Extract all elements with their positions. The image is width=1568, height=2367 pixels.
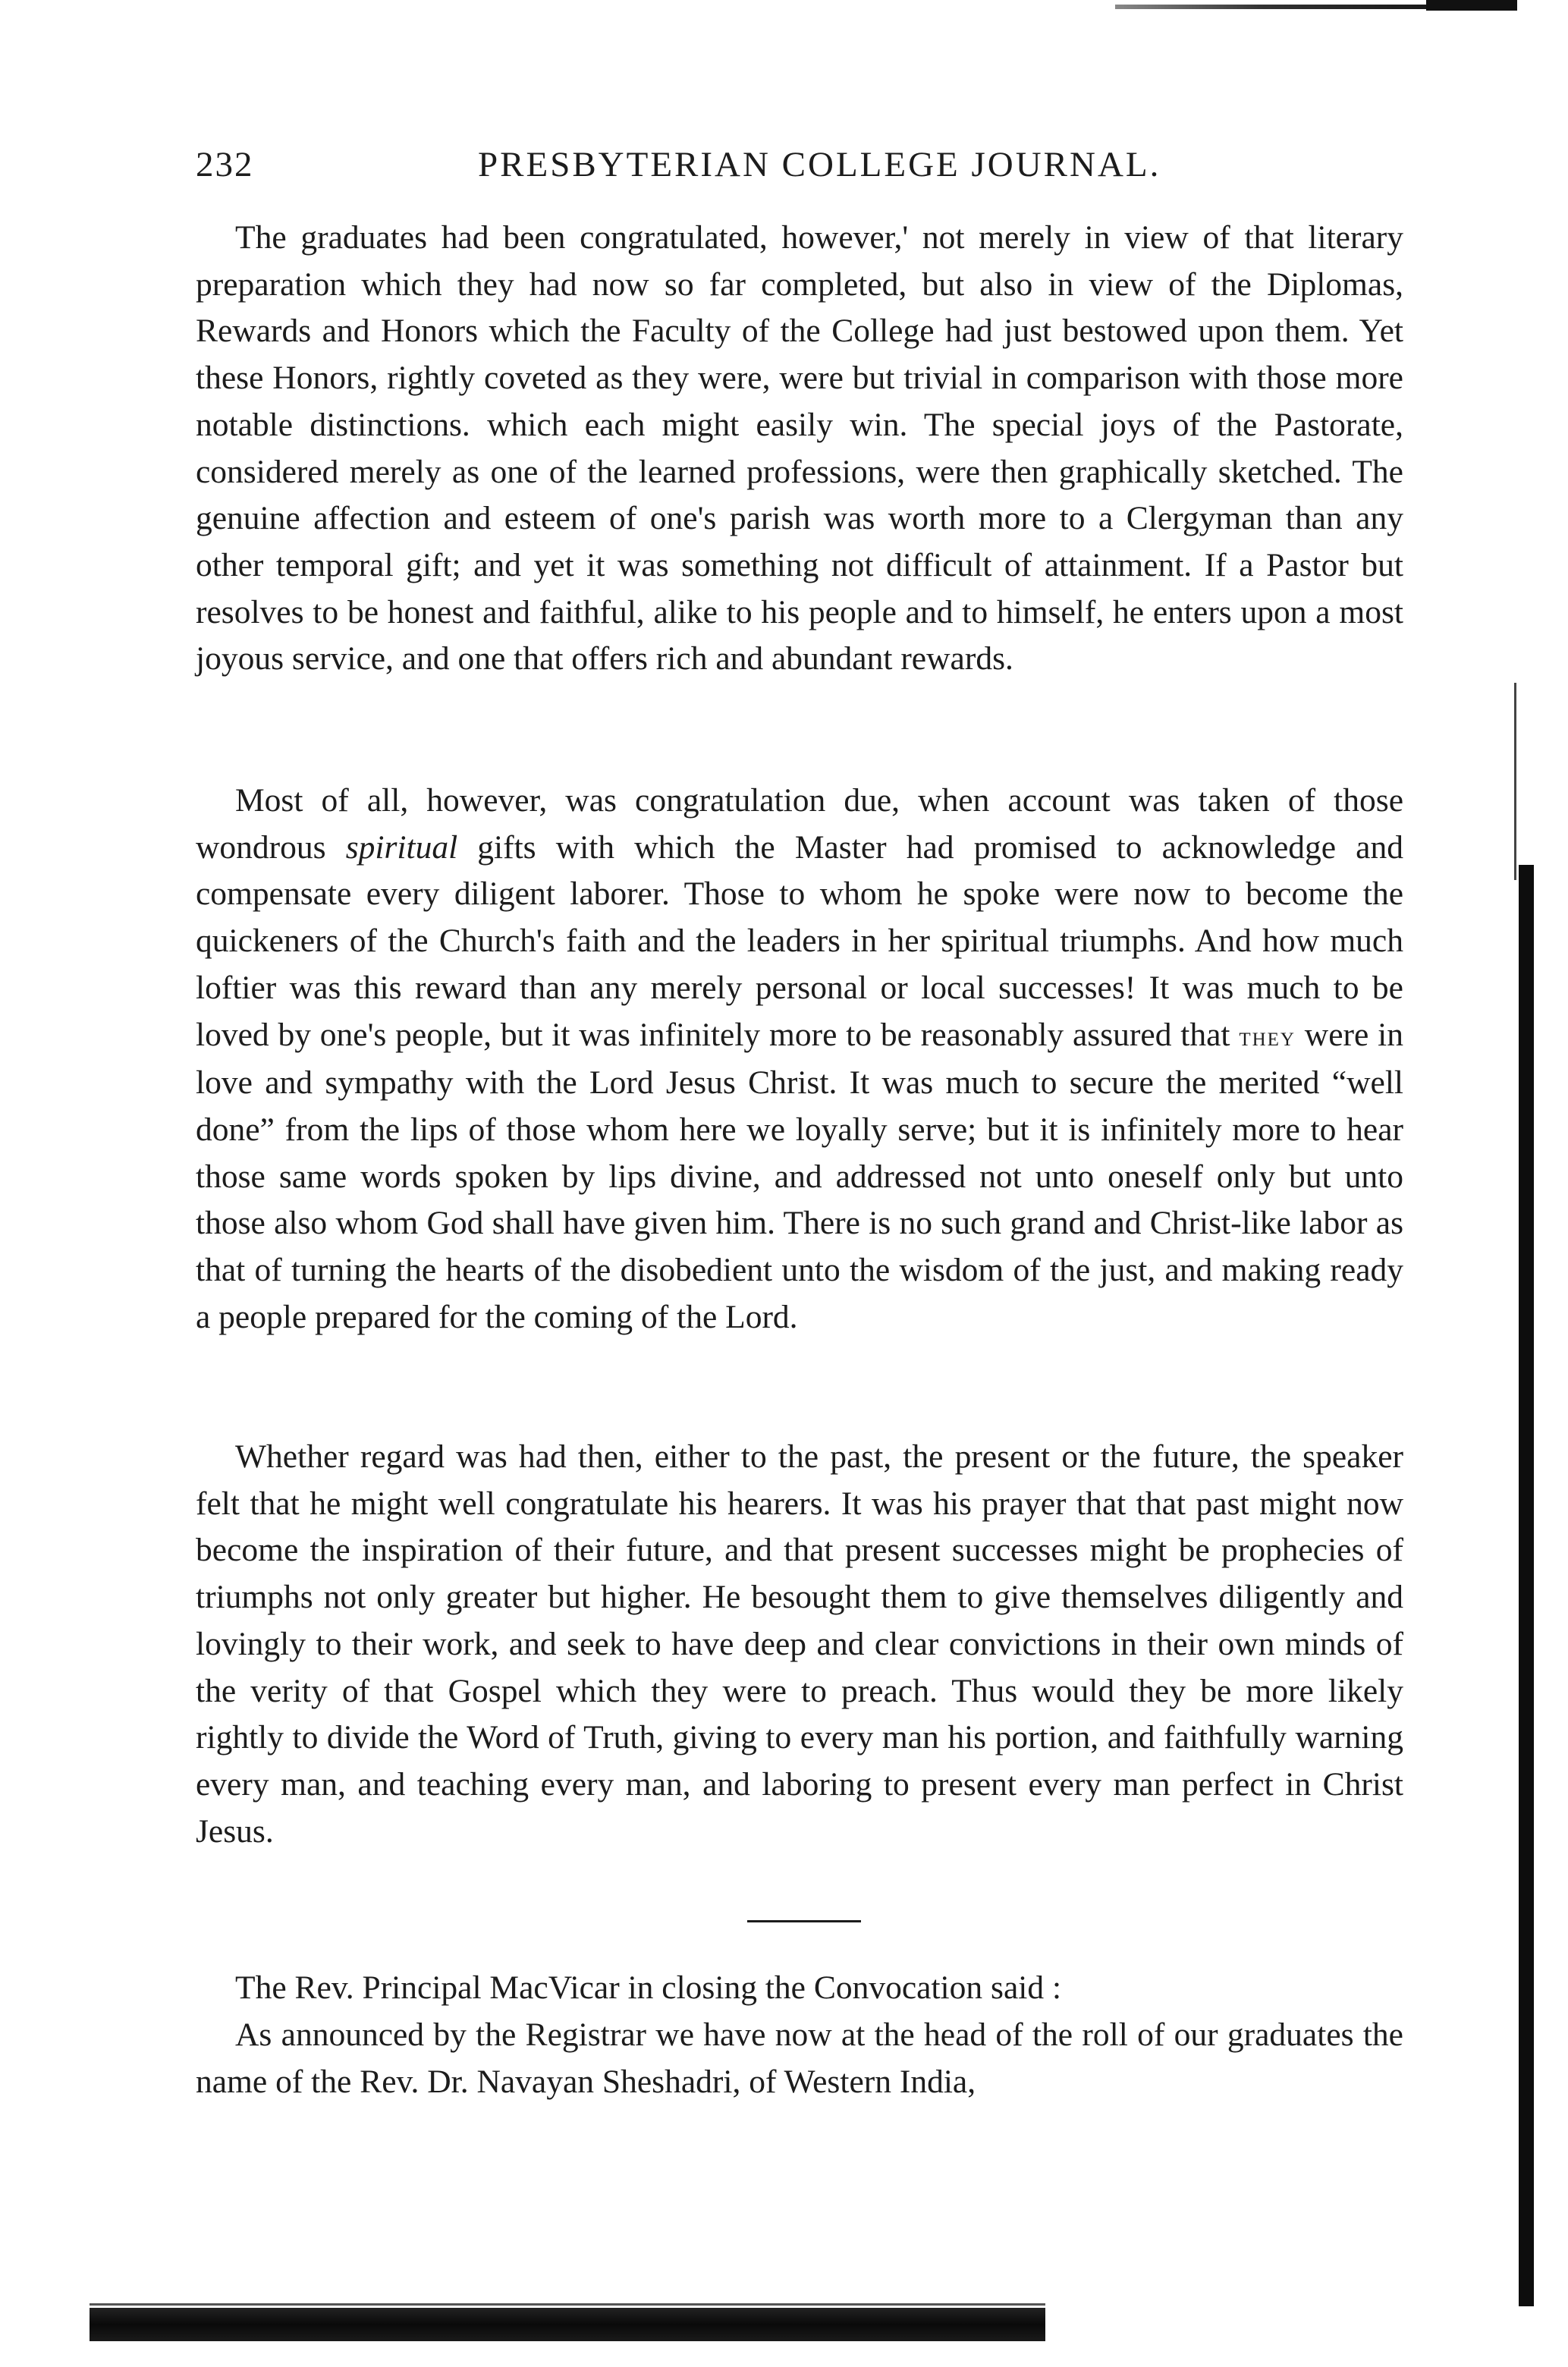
page-number: 232 xyxy=(196,145,254,184)
paragraph-graduates-congratulated: The graduates had been congratulated, however,' not merely in view of that literary preparation which they had now so far completed, but also in view of the Diplomas, Rewards and Honors which the Faculty of the College had just bestowed upon them. Yet these Honors, rightly coveted as they were, were but trivial in comparison with those more notable distinctions. which each might easily win. The special joys of the Pastorate, considered merely as one of the learned professions, were then graphically sketched. The genuine affection and esteem of one's parish was worth more to a Clergyman than any other temporal gift; and yet it was something not difficult of attainment. If a Pastor but resolves to be honest and faithful, alike to his people and to himself, he enters upon a most joyous service, and one that offers rich and abundant rewards. xyxy=(196,219,1403,677)
italic-word-spiritual: spiritual xyxy=(345,828,458,866)
scan-border-top xyxy=(1115,5,1479,9)
paragraph-spiritual-gifts xyxy=(196,778,1403,1341)
scan-border-right-thin xyxy=(1514,683,1516,880)
paragraph-spiritual-gifts-text-3: were in love and sympathy with the Lord Jesus Christ. It was much to secure the merited “well done” from the lips of those whom here we loyally serve; but it is infinitely more to hear those same words spoken by lips divine, and addressed not unto oneself only but unto those also whom God shall have given him. There is no such grand and Christ-like labor as that of turning the hearts of the disobedient unto the wisdom of the just, and making ready a people prepared for the coming of the Lord. xyxy=(196,1016,1403,1335)
paragraph-speaker-prayer: Whether regard was had then, either to the past, the present or the future, the speaker felt that he might well congratulate his hearers. It was his prayer that that past might now become the inspiration of their future, and that present successes might be prophecies of triumphs not only greater but higher. He besought them to give themselves diligently and lovingly to their work, and seek to have deep and clear convictions in their own minds of the verity of that Gospel which they were to preach. Thus would they be more likely rightly to divide the Word of Truth, giving to every man his portion, and faithfully warning every man, and teaching every man, and laboring to present every man perfect in Christ Jesus. xyxy=(196,1438,1403,1850)
paragraph-registrar-announcement: As announced by the Registrar we have now at the head of the roll of our graduates the name of the Rev. Dr. Navayan Sheshadri, of Western India, xyxy=(196,2017,1403,2100)
smallcaps-word-they: they xyxy=(1239,1020,1296,1051)
paragraph-principal-closing: The Rev. Principal MacVicar in closing the Convocation said : xyxy=(235,1969,1062,2006)
scan-border-right xyxy=(1519,865,1534,2306)
paragraph-spiritual-gifts-text-1: Most of all, however, was congratulation due, when account was taken of those wondrous xyxy=(196,782,1403,866)
scan-border-bottom-thin xyxy=(90,2303,1045,2306)
running-head xyxy=(196,144,1403,197)
scan-border-bottom xyxy=(90,2308,1045,2341)
journal-title: PRESBYTERIAN COLLEGE JOURNAL. xyxy=(478,145,1161,184)
section-divider xyxy=(747,1920,861,1922)
paragraph-spiritual-gifts-text-2: gifts with which the Master had promised to acknowledge and compensate every diligent laborer. Those to whom he spoke were now to become the quickeners of the Church's faith and the leaders in her spiritual triumphs. And how much loftier was this reward than any merely personal or local successes! It was much to be loved by one's people, but it was infinitely more to be reasonably assured that xyxy=(196,828,1403,1053)
scan-border-top-thick xyxy=(1426,0,1517,11)
